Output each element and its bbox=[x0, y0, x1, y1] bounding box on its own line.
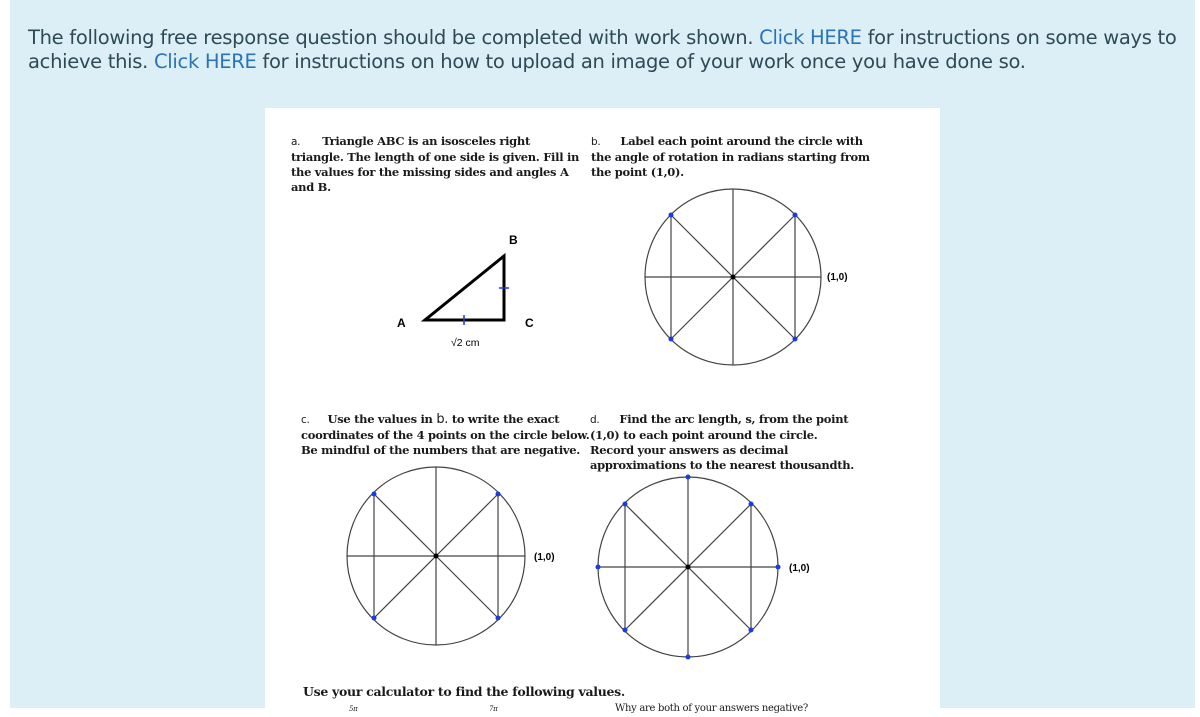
instructions-line1: The following free response question should be completed with work shown. bbox=[28, 26, 760, 49]
part-a-letter: a. bbox=[291, 136, 301, 148]
part-a-text bbox=[291, 134, 581, 195]
instructions-text bbox=[28, 26, 1178, 74]
point-label-1-0-d: (1,0) bbox=[789, 563, 810, 574]
label-c: C bbox=[525, 316, 534, 330]
part-d-body: Find the arc length, s, from the point (1,0) to each point around the circle. Record your answers as decimal approximations to the nearest thousandth. bbox=[590, 412, 854, 472]
click-here-link-upload[interactable]: Click HERE bbox=[153, 50, 257, 73]
instructions-line2-post: for instructions on how to upload an image of your work once you have done so. bbox=[256, 50, 1026, 73]
unit-circle-c bbox=[345, 470, 585, 670]
part-c-text bbox=[301, 412, 591, 458]
part-d-text bbox=[590, 412, 860, 473]
part-c-mid: to write the bbox=[448, 412, 527, 426]
instructions-line1-post: for instructions on some ways to achieve this. bbox=[28, 26, 1177, 73]
part-c-post: coordinates of the 4 points on the circle below. Be mindful of the numbers that are negative. bbox=[301, 428, 590, 457]
unit-circle-d bbox=[600, 470, 860, 670]
part-b-text bbox=[591, 134, 876, 180]
part-c-ref: b. bbox=[436, 412, 449, 427]
triangle-diagram bbox=[385, 216, 585, 366]
part-c-letter: c. bbox=[301, 414, 310, 426]
side-length-label: √2 cm bbox=[451, 337, 480, 349]
label-b: B bbox=[509, 233, 518, 247]
point-label-1-0: (1,0) bbox=[827, 272, 848, 283]
part-c-pre: Use the values in bbox=[327, 412, 437, 426]
expr-7pi: 7π bbox=[489, 705, 498, 713]
expr-5pi: 5π bbox=[349, 705, 358, 713]
part-b-body: Label each point around the circle with the angle of rotation in radians starting from the point (1,0). bbox=[591, 134, 870, 179]
worksheet-image bbox=[265, 108, 940, 714]
point-label-1-0-c: (1,0) bbox=[534, 552, 555, 563]
triangle-abc bbox=[425, 256, 504, 320]
part-c-emph: exact bbox=[526, 412, 560, 426]
unit-circle-b bbox=[635, 186, 875, 386]
calculator-heading: Use your calculator to find the following values. bbox=[303, 684, 625, 699]
part-b-letter: b. bbox=[591, 136, 601, 148]
part-a-body: Triangle ABC is an isosceles right triangle. The length of one side is given. Fill in the values for the missing sides and angles A and B. bbox=[291, 134, 580, 194]
part-d-letter: d. bbox=[590, 414, 600, 426]
click-here-link-instructions[interactable]: Click HERE bbox=[759, 26, 862, 49]
negative-question: Why are both of your answers negative? bbox=[615, 703, 808, 714]
label-a: A bbox=[397, 316, 406, 330]
